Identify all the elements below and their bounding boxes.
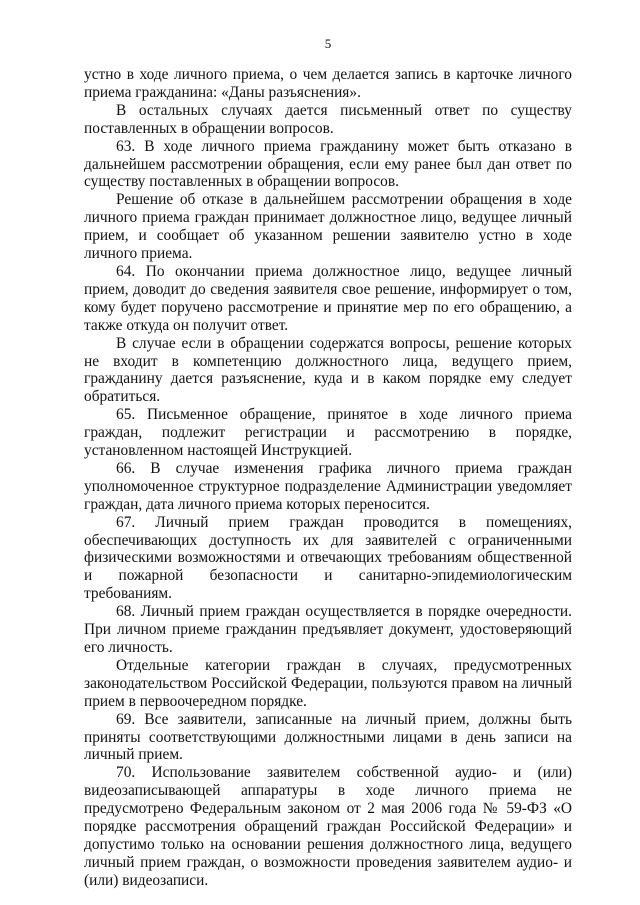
paragraph-69: 69. Все заявители, записанные на личный прием, должны быть приняты соответствующими должностными лицами в день записи на личный прием. [84,710,572,764]
paragraph-written-answer: В остальных случаях дается письменный ответ по существу поставленных в обращении вопросов. [84,101,572,137]
paragraph-65: 65. Письменное обращение, принятое в ходе личного приема граждан, подлежит регистрации и рассмотрению в порядке, установленном настоящей Инструкцией. [84,406,572,460]
paragraph-66: 66. В случае изменения графика личного приема граждан уполномоченное структурное подразделение Администрации уведомляет граждан, дата личного приема которых переносится. [84,459,572,513]
paragraph-refusal-decision: Решение об отказе в дальнейшем рассмотрении обращения в ходе личного приема граждан принимает должностное лицо, ведущее личный прием, и сообщает об указанном решении заявителю устно в ходе личного приема. [84,191,572,263]
paragraph-continuation: устно в ходе личного приема, о чем делается запись в карточке личного приема гражданина: «Даны разъяснения». [84,66,572,101]
paragraph-63: 63. В ходе личного приема гражданину может быть отказано в дальнейшем рассмотрении обращения, если ему ранее был дан ответ по существу поставленных в обращении вопросов. [84,137,572,191]
paragraph-competence: В случае если в обращении содержатся вопросы, решение которых не входит в компетенцию должностного лица, ведущего прием, гражданину дается разъяснение, куда и в каком порядке ему следует обратиться. [84,334,572,406]
paragraph-priority-categories: Отдельные категории граждан в случаях, предусмотренных законодательством Российской Федерации, пользуются правом на личный прием в первоочередном порядке. [84,656,572,710]
paragraph-68: 68. Личный прием граждан осуществляется в порядке очередности. При личном приеме гражданин предъявляет документ, удостоверяющий его личность. [84,603,572,656]
document-page [84,0,572,890]
paragraph-70: 70. Использование заявителем собственной аудио- и (или) видеозаписывающей аппаратуры в ходе личного приема не предусмотрено Федеральным законом от 2 мая 2006 года № 59-ФЗ «О порядке рассмотрения обращений граждан Российской Федерации» и допустимо только на основании решения должностного лица, ведущего личный прием граждан, о возможности проведения заявителем аудио- и (или) видеозаписи. [84,764,572,889]
paragraph-67: 67. Личный прием граждан проводится в помещениях, обеспечивающих доступность их для заявителей с ограниченными физическими возможностями и отвечающих требованиям общественной и пожарной безопасности и санитарно-эпидемиологическим требованиям. [84,513,572,603]
page-number: 5 [324,36,332,51]
paragraph-64: 64. По окончании приема должностное лицо, ведущее личный прием, доводит до сведения заявителя свое решение, информирует о том, кому будет поручено рассмотрение и принятие мер по его обращению, а также откуда он получит ответ. [84,262,572,334]
